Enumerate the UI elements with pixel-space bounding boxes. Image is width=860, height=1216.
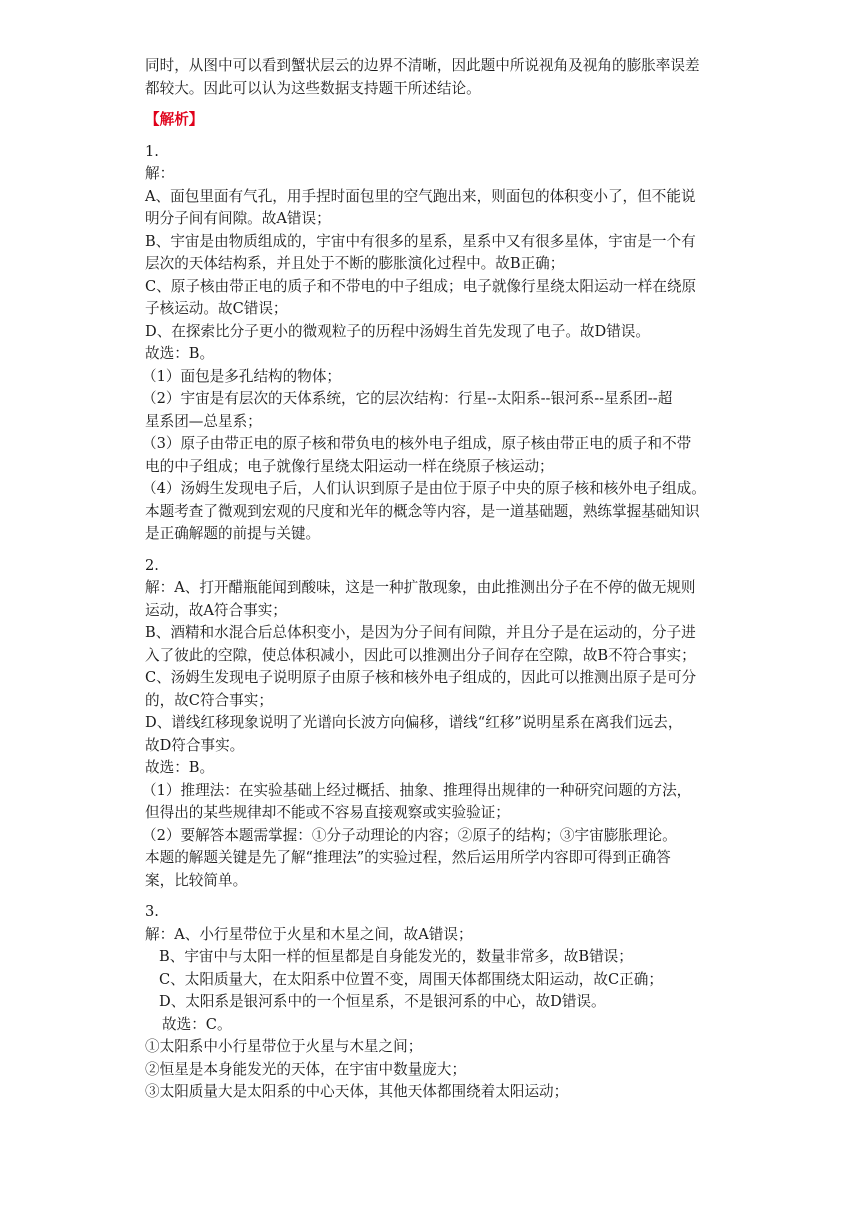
text-line: 故选：B。 xyxy=(145,759,215,776)
text-line: 本题的解题关键是先了解“推理法”的实验过程，然后运用所学内容即可得到正确答 xyxy=(145,849,671,866)
text-line: 明分子间有间隙。故A错误； xyxy=(145,210,331,227)
text-line: 同时，从图中可以看到蟹状层云的边界不清晰，因此题中所说视角及视角的膨胀率误差 xyxy=(145,57,700,74)
text-line: 运动，故A符合事实； xyxy=(145,601,287,619)
text-line: D、谱线红移现象说明了光谱向长波方向偏移，谱线“红移”说明星系在离我们远去， xyxy=(145,714,683,731)
intro-paragraph xyxy=(145,55,720,100)
text-line: 故D符合事实。 xyxy=(145,736,245,754)
question-1-solution xyxy=(142,141,720,546)
text-line: C、原子核由带正电的质子和不带电的中子组成；电子就像行星绕太阳运动一样在绕原 xyxy=(145,277,697,295)
text-line: 解： xyxy=(145,165,175,182)
text-line: ②恒星是本身能发光的天体，在宇宙中数量庞大； xyxy=(145,1060,467,1078)
text-line: B、宇宙是由物质组成的，宇宙中有很多的星系，星系中又有很多星体，宇宙是一个有 xyxy=(145,232,696,250)
text-line: 的，故C符合事实； xyxy=(145,691,273,709)
text-line: 解：A、打开醋瓶能闻到酸味，这是一种扩散现象，由此推测出分子在不停的做无规则 xyxy=(145,579,696,596)
text-line: 都较大。因此可以认为这些数据支持题干所述结论。 xyxy=(145,79,481,97)
text-line: C、汤姆生发现电子说明原子由原子核和核外电子组成的，因此可以推测出原子是可分 xyxy=(145,669,697,686)
question-number: 2. xyxy=(145,556,159,574)
analysis-heading: 【解析】 xyxy=(145,111,204,128)
text-line: B、酒精和水混合后总体积变小，是因为分子间有间隙，并且分子是在运动的，分子进 xyxy=(145,624,696,641)
text-line: （1）推理法：在实验基础上经过概括、抽象、推理得出规律的一种研究问题的方法， xyxy=(142,781,692,799)
text-line: 是正确解题的前提与关键。 xyxy=(145,525,321,542)
text-line: 层次的天体结构系，并且处于不断的膨胀演化过程中。故B正确； xyxy=(145,255,565,272)
text-line: 电的中子组成；电子就像行星绕太阳运动一样在绕原子核运动； xyxy=(145,457,554,475)
text-line: B、宇宙中与太阳一样的恒星都是自身能发光的，数量非常多，故B错误； xyxy=(159,948,633,965)
text-line: 子核运动。故C错误； xyxy=(145,300,288,317)
text-line: （2）要解答本题需掌握：①分子动理论的内容；②原子的结构；③宇宙膨胀理论。 xyxy=(142,826,677,844)
text-line: C、太阳质量大，在太阳系中位置不变，周围天体都围绕太阳运动，故C正确； xyxy=(159,970,663,988)
question-3-solution xyxy=(145,901,720,1104)
text-line: D、在探索比分子更小的微观粒子的历程中汤姆生首先发现了电子。故D错误。 xyxy=(145,322,650,340)
text-line: 故选：C。 xyxy=(162,1015,232,1033)
text-line: 解：A、小行星带位于火星和木星之间，故A错误； xyxy=(145,925,473,943)
text-line: ①太阳系中小行星带位于火星与木星之间； xyxy=(145,1038,423,1055)
question-2-solution xyxy=(142,555,720,893)
document-body xyxy=(142,55,720,1104)
text-line: 入了彼此的空隙，使总体积减小，因此可以推测出分子间存在空隙，故B不符合事实； xyxy=(145,646,696,664)
text-line: 但得出的某些规律却不能或不容易直接观察或实验验证； xyxy=(145,804,510,821)
text-line: ③太阳质量大是太阳系的中心天体，其他天体都围绕着太阳运动； xyxy=(145,1083,569,1100)
text-line: （2）宇宙是有层次的天体系统，它的层次结构：行星--太阳系--银河系--星系团--超 xyxy=(142,390,673,407)
question-number: 3. xyxy=(145,903,159,920)
text-line: 本题考查了微观到宏观的尺度和光年的概念等内容，是一道基础题，熟练掌握基础知识 xyxy=(145,502,700,520)
text-line: 案，比较简单。 xyxy=(145,871,248,889)
text-line: 星系团—总星系； xyxy=(145,412,262,430)
question-number: 1. xyxy=(145,142,159,160)
text-line: 故选：B。 xyxy=(145,345,215,362)
text-line: A、面包里面有气孔，用手捏时面包里的空气跑出来，则面包的体积变小了，但不能说 xyxy=(145,187,696,205)
text-line: （1）面包是多孔结构的物体； xyxy=(142,367,342,385)
text-line: D、太阳系是银河系中的一个恒星系，不是银河系的中心，故D错误。 xyxy=(159,993,606,1010)
text-line: （4）汤姆生发现电子后，人们认识到原子是由位于原子中央的原子核和核外电子组成。 xyxy=(142,480,706,497)
text-line: （3）原子由带正电的原子核和带负电的核外电子组成，原子核由带正电的质子和不带 xyxy=(142,435,692,452)
